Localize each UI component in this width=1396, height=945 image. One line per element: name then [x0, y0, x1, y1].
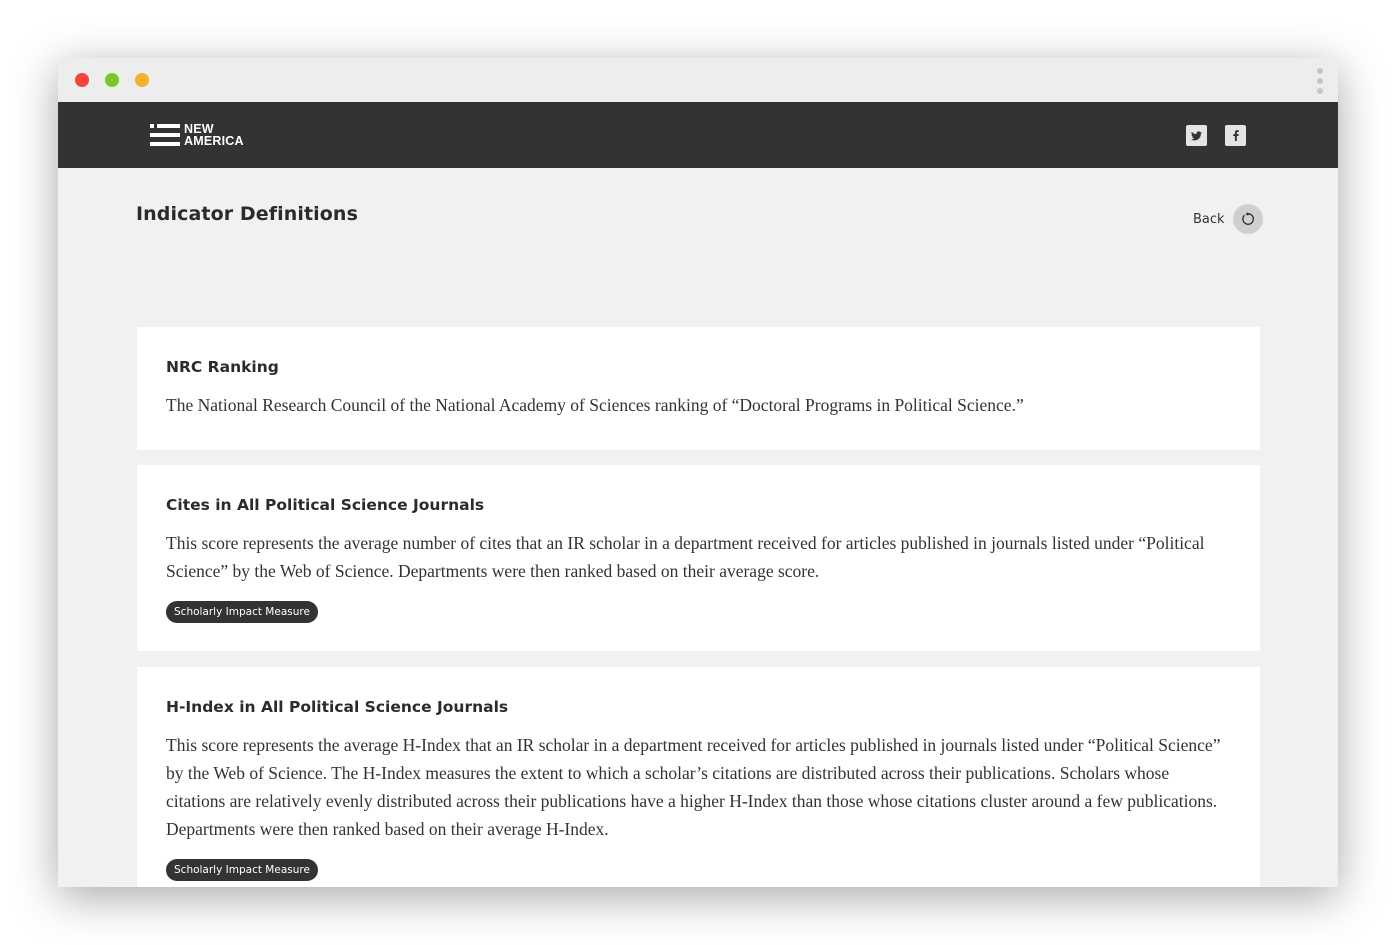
indicator-description: The National Research Council of the National Academy of Sciences ranking of “Doctoral Programs in Political Science.” [166, 395, 1024, 415]
back-circle [1233, 204, 1263, 234]
facebook-share-button[interactable] [1225, 125, 1246, 146]
page-title: Indicator Definitions [136, 203, 358, 225]
site-navbar [58, 102, 1338, 168]
twitter-icon [1191, 131, 1202, 141]
logo-line-2: AMERICA [184, 134, 244, 148]
indicator-title: Cites in All Political Science Journals [166, 496, 485, 514]
refresh-back-icon [1241, 212, 1255, 226]
indicator-title: H-Index in All Political Science Journals [166, 698, 509, 716]
indicator-card-cites [137, 465, 1260, 651]
window-titlebar [58, 58, 1338, 102]
logo-lines-icon [150, 123, 180, 147]
minimize-window-button[interactable] [135, 73, 149, 87]
facebook-icon [1233, 130, 1239, 141]
measure-tag[interactable]: Scholarly Impact Measure [166, 601, 318, 623]
indicator-card-nrc-ranking [137, 327, 1260, 450]
indicator-card-h-index [137, 667, 1260, 887]
back-label: Back [1193, 211, 1225, 227]
logo-wordmark [184, 123, 244, 147]
more-options-icon[interactable] [1314, 68, 1326, 94]
indicator-description: This score represents the average number of cites that an IR scholar in a department received for articles published in journals listed under “Political Science” by the Web of Science. Departments were then ranked based on their average score. [166, 533, 1205, 581]
indicator-description: This score represents the average H-Index that an IR scholar in a department received for articles published in journals listed under “Political Science” by the Web of Science. The H-Index measures the extent to which a scholar’s citations are distributed across their publications. Scholars whose citations are relatively evenly distributed across their publications have a higher H-Index than those whose citations cluster around a few publications. Departments were then ranked based on their average H-Index. [166, 735, 1221, 839]
twitter-share-button[interactable] [1186, 125, 1207, 146]
browser-window [58, 58, 1338, 887]
main-content [58, 168, 1338, 887]
back-button[interactable] [1193, 204, 1263, 234]
logo-line-1: NEW [184, 122, 214, 136]
new-america-logo[interactable] [150, 122, 244, 148]
indicator-title: NRC Ranking [166, 358, 279, 376]
maximize-window-button[interactable] [105, 73, 119, 87]
close-window-button[interactable] [75, 73, 89, 87]
measure-tag[interactable]: Scholarly Impact Measure [166, 859, 318, 881]
